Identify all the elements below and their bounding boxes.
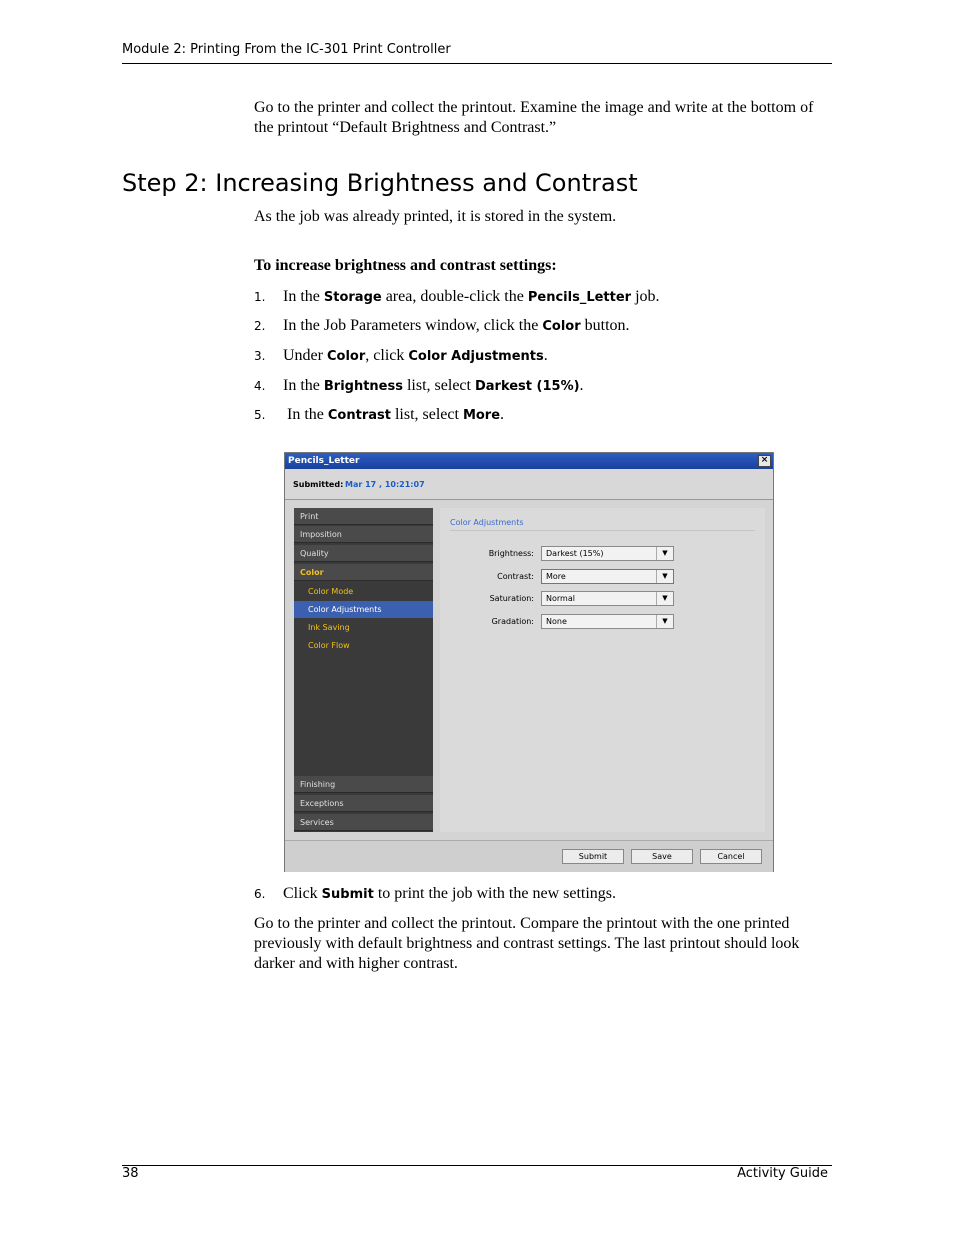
step-text: to print the job with the new settings. (373, 885, 617, 902)
ui-term: More (462, 408, 501, 423)
section-intro: As the job was already printed, it is stored in the system. (254, 208, 617, 225)
ui-term: Color (326, 349, 366, 364)
step-text: In the (283, 406, 328, 423)
contrast-label: Contrast: (497, 572, 534, 581)
cancel-button[interactable]: Cancel (700, 849, 762, 864)
submitted-label: Submitted: (293, 480, 344, 489)
procedure-title: To increase brightness and contrast settings: (254, 257, 557, 274)
nav-finishing[interactable]: Finishing (294, 776, 433, 793)
ui-term: Contrast (327, 408, 391, 423)
panel-divider (450, 530, 755, 531)
contrast-select[interactable] (541, 569, 674, 584)
step-number: 3. (254, 349, 266, 363)
step-2 (254, 317, 630, 335)
step-text: In the (283, 377, 324, 394)
ui-term: Darkest (15%) (474, 379, 580, 394)
footer-rule (122, 1165, 832, 1166)
step-text: list, select (402, 377, 475, 394)
window-body (285, 500, 773, 840)
step-number: 2. (254, 319, 266, 333)
step-number: 4. (254, 379, 266, 393)
window-button-bar (285, 840, 773, 872)
running-header: Module 2: Printing From the IC-301 Print Controller (122, 42, 451, 57)
submit-button[interactable]: Submit (562, 849, 624, 864)
submitted-value: Mar 17 , 10:21:07 (345, 480, 425, 489)
save-button[interactable]: Save (631, 849, 693, 864)
nav-color-flow[interactable]: Color Flow (308, 641, 350, 650)
saturation-select[interactable] (541, 591, 674, 606)
brightness-label: Brightness: (488, 549, 534, 558)
step-text: In the Job Parameters window, click the (283, 317, 543, 334)
close-icon[interactable]: × (758, 455, 771, 467)
intro-paragraph: Go to the printer and collect the printout. Examine the image and write at the bottom of the printout “Default Brightness and Contrast.” (254, 99, 814, 136)
ui-term: Submit (321, 887, 374, 902)
step-5 (254, 406, 504, 424)
nav-imposition[interactable]: Imposition (294, 526, 433, 543)
window-title: Pencils_Letter (288, 456, 360, 466)
gradation-value: None (546, 617, 567, 626)
header-rule (122, 63, 832, 64)
job-info-bar (285, 469, 773, 500)
nav-ink-saving[interactable]: Ink Saving (308, 623, 350, 632)
ui-term: Pencils_Letter (527, 290, 632, 305)
section-heading: Step 2: Increasing Brightness and Contrast (122, 169, 638, 197)
step-text: button. (580, 317, 630, 334)
saturation-value: Normal (546, 594, 575, 603)
step-text: job. (631, 288, 660, 305)
step-number: 1. (254, 290, 266, 304)
nav-quality[interactable]: Quality (294, 545, 433, 562)
nav-color-adjustments[interactable]: Color Adjustments (294, 601, 433, 618)
step-text: . (543, 347, 548, 364)
chevron-down-icon[interactable]: ▼ (656, 592, 673, 605)
nav-services[interactable]: Services (294, 814, 433, 831)
step-1 (254, 288, 660, 306)
chevron-down-icon[interactable]: ▼ (656, 547, 673, 560)
nav-color-mode[interactable]: Color Mode (308, 587, 354, 596)
panel-title: Color Adjustments (450, 518, 524, 527)
ui-term: Color Adjustments (408, 349, 544, 364)
ui-term: Storage (323, 290, 382, 305)
step-text: area, double-click the (381, 288, 528, 305)
page-number: 38 (122, 1166, 139, 1181)
step-4 (254, 377, 584, 395)
step-text: , click (365, 347, 409, 364)
nav-color[interactable]: Color (294, 564, 433, 581)
nav-print[interactable]: Print (294, 508, 433, 525)
chevron-down-icon[interactable]: ▼ (656, 615, 673, 628)
step-text: In the (283, 288, 324, 305)
step-text: . (579, 377, 584, 394)
brightness-select[interactable] (541, 546, 674, 561)
step-6 (254, 885, 616, 903)
saturation-label: Saturation: (489, 594, 534, 603)
step-text: . (500, 406, 505, 423)
footer-title: Activity Guide (737, 1166, 828, 1181)
step-text: Under (283, 347, 327, 364)
window-titlebar (285, 453, 773, 469)
contrast-value: More (546, 572, 566, 581)
ui-term: Brightness (323, 379, 403, 394)
color-adjustments-panel (440, 508, 765, 832)
step-number: 6. (254, 887, 266, 901)
step-3 (254, 347, 548, 365)
gradation-label: Gradation: (491, 617, 534, 626)
job-parameters-window (284, 452, 774, 872)
parameters-nav (294, 508, 433, 832)
nav-exceptions[interactable]: Exceptions (294, 795, 433, 812)
step-text: Click (283, 885, 322, 902)
step-number: 5. (254, 408, 266, 422)
chevron-down-icon[interactable]: ▼ (656, 570, 673, 583)
ui-term: Color (542, 319, 581, 334)
step-text: list, select (390, 406, 463, 423)
gradation-select[interactable] (541, 614, 674, 629)
closing-paragraph: Go to the printer and collect the printout. Compare the printout with the one printed previously with default brightness and contrast settings. The last printout should look darker and with higher contrast. (254, 915, 800, 972)
brightness-value: Darkest (15%) (546, 549, 604, 558)
